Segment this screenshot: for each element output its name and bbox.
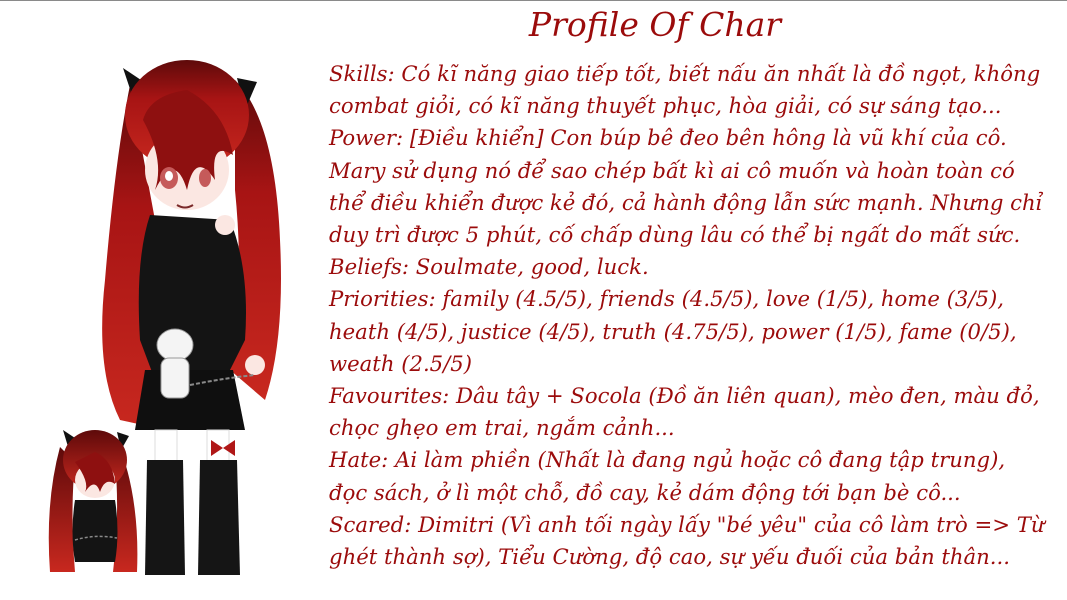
text-line: thể điều khiển được kẻ đó, cả hành động lẫn sức mạnh. Nhưng chỉ [329, 189, 1043, 215]
text-line: duy trì được 5 phút, cố chấp dùng lâu có thể bị ngất do mất sức. [329, 222, 1021, 248]
text-line: heath (4/5), justice (4/5), truth (4.75/5), power (1/5), fame (0/5), [329, 318, 1017, 344]
text-line: Beliefs: Soulmate, good, luck. [329, 254, 649, 280]
top-border [0, 0, 1067, 1]
text-line: weath (2.5/5) [329, 350, 473, 376]
text-line: chọc ghẹo em trai, ngắm cảnh... [329, 415, 675, 441]
text-line: Favourites: Dâu tây + Socola (Đồ ăn liên quan), mèo đen, màu đỏ, [329, 383, 1040, 409]
character-illustration-small [45, 422, 145, 582]
profile-description [329, 58, 1045, 573]
text-line: Scared: Dimitri (Vì anh tối ngày lấy "bé yêu" của cô làm trò => Từ [329, 511, 1045, 537]
text-line: đọc sách, ở lì một chỗ, đồ cay, kẻ dám động tới bạn bè cô... [329, 479, 961, 505]
text-line: Mary sử dụng nó để sao chép bất kì ai cô muốn và hoàn toàn có [329, 157, 1015, 183]
text-line: Power: [Điều khiển] Con búp bê đeo bên hông là vũ khí của cô. [329, 125, 1007, 151]
text-line: Priorities: family (4.5/5), friends (4.5/5), love (1/5), home (3/5), [329, 286, 1004, 312]
text-line: ghét thành sợ), Tiểu Cường, độ cao, sự yếu đuối của bản thân... [329, 544, 1010, 570]
profile-title: Profile Of Char [528, 5, 782, 44]
text-line: combat giỏi, có kĩ năng thuyết phục, hòa giải, có sự sáng tạo... [329, 93, 1002, 119]
text-line: Hate: Ai làm phiền (Nhất là đang ngủ hoặc cô đang tập trung), [329, 447, 1006, 473]
text-line: Skills: Có kĩ năng giao tiếp tốt, biết nấu ăn nhất là đồ ngọt, không [329, 61, 1041, 86]
